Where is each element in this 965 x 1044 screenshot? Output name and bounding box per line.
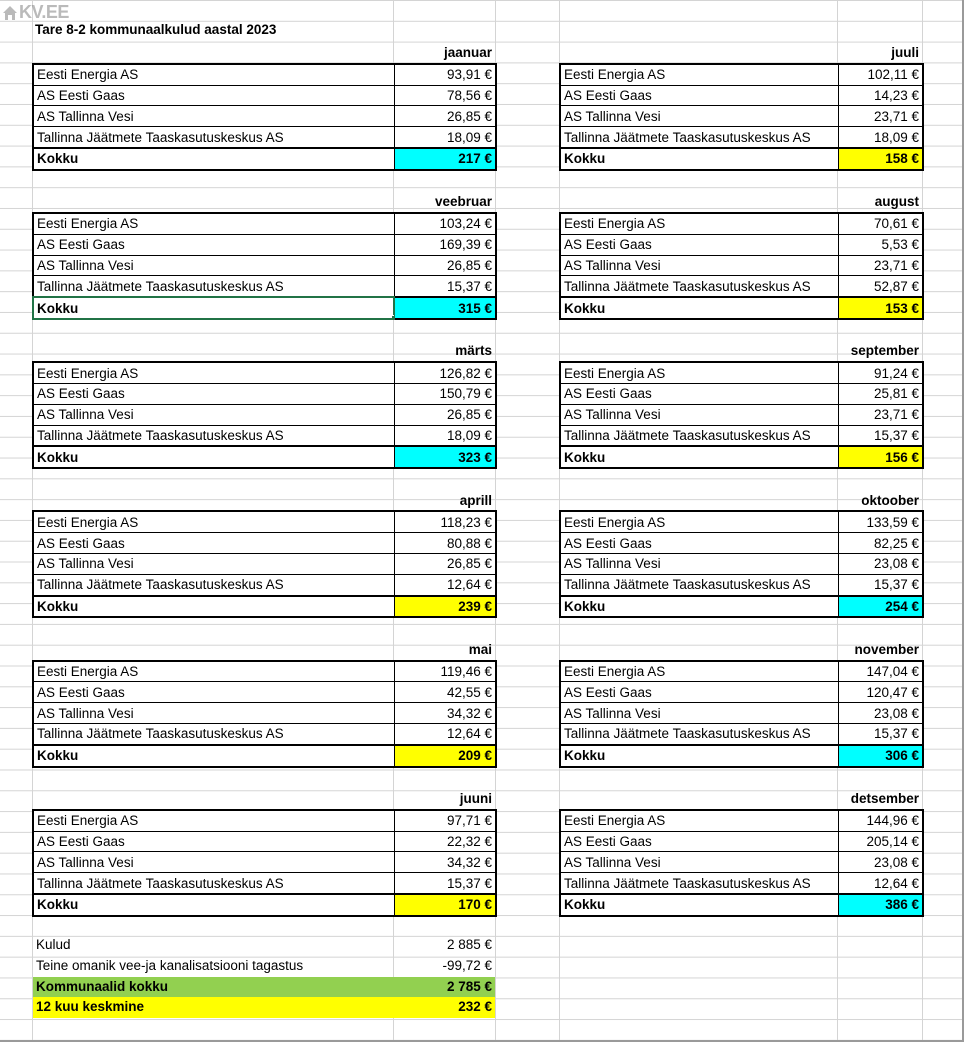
amount-cell[interactable]: 150,79 €: [394, 383, 496, 404]
table-row: [560, 64, 923, 85]
provider-cell[interactable]: Tallinna Jäätmete Taaskasutuskeskus AS: [560, 425, 838, 446]
amount-cell[interactable]: 23,71 €: [838, 404, 923, 425]
summary-row: [33, 935, 495, 956]
provider-cell[interactable]: AS Eesti Gaas: [560, 234, 838, 255]
month-header-jaanuar: jaanuar: [443, 45, 492, 60]
total-row: [33, 446, 496, 468]
summary-value[interactable]: 2 885 €: [446, 937, 492, 952]
provider-cell[interactable]: AS Tallinna Vesi: [560, 852, 838, 873]
total-label-cell[interactable]: Kokku: [33, 297, 394, 319]
total-row: [33, 596, 496, 618]
amount-cell[interactable]: 18,09 €: [394, 127, 496, 148]
total-row: [33, 148, 496, 170]
watermark-text: KV.EE: [19, 2, 69, 22]
bill-table-detsember: [559, 809, 924, 917]
provider-cell[interactable]: Tallinna Jäätmete Taaskasutuskeskus AS: [33, 574, 394, 595]
amount-cell[interactable]: 103,24 €: [394, 213, 496, 234]
table-row: [33, 661, 496, 682]
amount-cell[interactable]: 18,09 €: [838, 127, 923, 148]
provider-cell[interactable]: Tallinna Jäätmete Taaskasutuskeskus AS: [560, 574, 838, 595]
summary-label[interactable]: Kommunaalid kokku: [36, 978, 169, 994]
table-row: [560, 831, 923, 852]
total-row: [560, 446, 923, 468]
table-row: [560, 425, 923, 446]
provider-cell[interactable]: Eesti Energia AS: [560, 810, 838, 831]
bill-table-mai: [32, 660, 497, 768]
amount-cell[interactable]: 147,04 €: [838, 661, 923, 682]
bill-table-september: [559, 361, 924, 469]
amount-cell[interactable]: 93,91 €: [394, 64, 496, 85]
table-row: [33, 574, 496, 595]
total-label-cell[interactable]: Kokku: [560, 148, 838, 170]
provider-cell[interactable]: Eesti Energia AS: [33, 810, 394, 831]
table-row: [33, 682, 496, 703]
total-label-cell[interactable]: Kokku: [560, 297, 838, 319]
table-row: [560, 213, 923, 234]
bill-table-jaanuar: [32, 63, 497, 171]
total-amount-cell[interactable]: 209 €: [394, 745, 496, 767]
provider-cell[interactable]: Eesti Energia AS: [560, 64, 838, 85]
provider-cell[interactable]: AS Tallinna Vesi: [33, 404, 394, 425]
bill-table-aprill: [32, 510, 497, 618]
provider-cell[interactable]: AS Eesti Gaas: [33, 533, 394, 554]
table-row: [33, 810, 496, 831]
amount-cell[interactable]: 91,24 €: [838, 362, 923, 383]
amount-cell[interactable]: 80,88 €: [394, 533, 496, 554]
amount-cell[interactable]: 23,08 €: [838, 852, 923, 873]
provider-cell[interactable]: AS Eesti Gaas: [560, 533, 838, 554]
provider-cell[interactable]: AS Eesti Gaas: [560, 831, 838, 852]
amount-cell[interactable]: 34,32 €: [394, 852, 496, 873]
summary-label[interactable]: Teine omanik vee-ja kanalisatsiooni tagastus: [36, 957, 304, 973]
amount-cell[interactable]: 126,82 €: [394, 362, 496, 383]
provider-cell[interactable]: Eesti Energia AS: [33, 213, 394, 234]
table-row: [33, 106, 496, 127]
bill-table-oktoober: [559, 510, 924, 618]
provider-cell[interactable]: AS Tallinna Vesi: [33, 703, 394, 724]
total-amount-cell[interactable]: 239 €: [394, 596, 496, 618]
total-amount-cell[interactable]: 170 €: [394, 894, 496, 916]
summary-label[interactable]: Kulud: [36, 937, 71, 952]
table-row: [560, 127, 923, 148]
table-row: [33, 723, 496, 744]
provider-cell[interactable]: AS Tallinna Vesi: [33, 553, 394, 574]
provider-cell[interactable]: AS Tallinna Vesi: [560, 106, 838, 127]
table-row: [560, 106, 923, 127]
provider-cell[interactable]: AS Tallinna Vesi: [33, 255, 394, 276]
amount-cell[interactable]: 42,55 €: [394, 682, 496, 703]
total-label-cell[interactable]: Kokku: [33, 894, 394, 916]
month-header-märts: märts: [455, 343, 492, 359]
provider-cell[interactable]: AS Tallinna Vesi: [560, 553, 838, 574]
summary-label[interactable]: 12 kuu keskmine: [36, 999, 145, 1015]
sheet-title: Tare 8-2 kommunaalkulud aastal 2023: [35, 22, 277, 37]
table-row: [33, 852, 496, 873]
bill-table-august: [559, 212, 924, 320]
total-row: [33, 894, 496, 916]
amount-cell[interactable]: 12,64 €: [394, 574, 496, 595]
provider-cell[interactable]: Tallinna Jäätmete Taaskasutuskeskus AS: [33, 873, 394, 894]
bill-table-november: [559, 660, 924, 768]
table-row: [560, 533, 923, 554]
table-row: [33, 703, 496, 724]
table-row: [560, 276, 923, 297]
amount-cell[interactable]: 82,25 €: [838, 533, 923, 554]
month-header-mai: mai: [468, 641, 492, 657]
amount-cell[interactable]: 169,39 €: [394, 234, 496, 255]
table-row: [33, 425, 496, 446]
summary-value[interactable]: 2 785 €: [446, 978, 492, 994]
amount-cell[interactable]: 102,11 €: [838, 64, 923, 85]
amount-cell[interactable]: 119,46 €: [394, 661, 496, 682]
amount-cell[interactable]: 15,37 €: [838, 574, 923, 595]
table-row: [560, 574, 923, 595]
provider-cell[interactable]: Tallinna Jäätmete Taaskasutuskeskus AS: [33, 127, 394, 148]
amount-cell[interactable]: 15,37 €: [394, 873, 496, 894]
table-row: [33, 533, 496, 554]
table-row: [560, 852, 923, 873]
provider-cell[interactable]: AS Eesti Gaas: [33, 831, 394, 852]
amount-cell[interactable]: 26,85 €: [394, 255, 496, 276]
amount-cell[interactable]: 23,71 €: [838, 106, 923, 127]
amount-cell[interactable]: 25,81 €: [838, 383, 923, 404]
provider-cell[interactable]: Tallinna Jäätmete Taaskasutuskeskus AS: [33, 723, 394, 744]
summary-value[interactable]: -99,72 €: [442, 957, 492, 973]
amount-cell[interactable]: 12,64 €: [394, 723, 496, 744]
amount-cell[interactable]: 23,71 €: [838, 255, 923, 276]
month-header-september: september: [850, 343, 919, 359]
amount-cell[interactable]: 23,08 €: [838, 703, 923, 724]
table-row: [33, 127, 496, 148]
provider-cell[interactable]: Tallinna Jäätmete Taaskasutuskeskus AS: [560, 873, 838, 894]
table-row: [33, 276, 496, 297]
table-row: [560, 404, 923, 425]
total-label-cell[interactable]: Kokku: [33, 596, 394, 618]
provider-cell[interactable]: Tallinna Jäätmete Taaskasutuskeskus AS: [560, 723, 838, 744]
table-row: [33, 873, 496, 894]
provider-cell[interactable]: Tallinna Jäätmete Taaskasutuskeskus AS: [560, 127, 838, 148]
table-row: [33, 404, 496, 425]
table-row: [560, 553, 923, 574]
total-row: [560, 148, 923, 170]
total-amount-cell[interactable]: 254 €: [838, 596, 923, 618]
table-row: [33, 831, 496, 852]
provider-cell[interactable]: AS Eesti Gaas: [560, 85, 838, 106]
total-label-cell[interactable]: Kokku: [560, 894, 838, 916]
amount-cell[interactable]: 15,37 €: [838, 425, 923, 446]
amount-cell[interactable]: 34,32 €: [394, 703, 496, 724]
summary-row: [33, 997, 495, 1018]
table-row: [560, 511, 923, 532]
table-row: [560, 661, 923, 682]
provider-cell[interactable]: Eesti Energia AS: [560, 511, 838, 532]
provider-cell[interactable]: Eesti Energia AS: [560, 362, 838, 383]
amount-cell[interactable]: 26,85 €: [394, 553, 496, 574]
month-header-aprill: aprill: [459, 492, 492, 508]
total-amount-cell[interactable]: 153 €: [838, 297, 923, 319]
amount-cell[interactable]: 15,37 €: [394, 276, 496, 297]
bill-table-juuni: [32, 809, 497, 917]
table-row: [560, 85, 923, 106]
provider-cell[interactable]: AS Tallinna Vesi: [33, 852, 394, 873]
month-header-juuni: juuni: [459, 791, 492, 806]
total-row: [560, 297, 923, 319]
table-row: [560, 873, 923, 894]
table-row: [560, 723, 923, 744]
amount-cell[interactable]: 205,14 €: [838, 831, 923, 852]
table-row: [33, 255, 496, 276]
summary-row: [33, 977, 495, 998]
table-row: [33, 511, 496, 532]
table-row: [560, 810, 923, 831]
provider-cell[interactable]: AS Tallinna Vesi: [33, 106, 394, 127]
total-label-cell[interactable]: Kokku: [560, 745, 838, 767]
total-amount-cell[interactable]: 158 €: [838, 148, 923, 170]
provider-cell[interactable]: Tallinna Jäätmete Taaskasutuskeskus AS: [560, 276, 838, 297]
month-header-detsember: detsember: [850, 791, 919, 806]
total-row: [560, 894, 923, 916]
amount-cell[interactable]: 70,61 €: [838, 213, 923, 234]
total-amount-cell[interactable]: 386 €: [838, 894, 923, 916]
provider-cell[interactable]: AS Eesti Gaas: [33, 85, 394, 106]
amount-cell[interactable]: 78,56 €: [394, 85, 496, 106]
month-header-veebruar: veebruar: [434, 194, 492, 210]
total-amount-cell[interactable]: 323 €: [394, 446, 496, 468]
total-label-cell[interactable]: Kokku: [560, 446, 838, 468]
total-amount-cell[interactable]: 217 €: [394, 148, 496, 170]
provider-cell[interactable]: Eesti Energia AS: [33, 64, 394, 85]
table-row: [560, 703, 923, 724]
amount-cell[interactable]: 133,59 €: [838, 511, 923, 532]
amount-cell[interactable]: 18,09 €: [394, 425, 496, 446]
total-amount-cell[interactable]: 306 €: [838, 745, 923, 767]
amount-cell[interactable]: 12,64 €: [838, 873, 923, 894]
total-label-cell[interactable]: Kokku: [33, 148, 394, 170]
amount-cell[interactable]: 22,32 €: [394, 831, 496, 852]
bill-table-märts: [32, 361, 497, 469]
amount-cell[interactable]: 23,08 €: [838, 553, 923, 574]
total-label-cell[interactable]: Kokku: [560, 596, 838, 618]
table-row: [33, 234, 496, 255]
table-row: [560, 234, 923, 255]
amount-cell[interactable]: 52,87 €: [838, 276, 923, 297]
provider-cell[interactable]: AS Eesti Gaas: [33, 682, 394, 703]
table-row: [33, 64, 496, 85]
table-row: [33, 362, 496, 383]
house-icon: [2, 5, 18, 21]
month-header-august: august: [874, 194, 919, 210]
amount-cell[interactable]: 26,85 €: [394, 106, 496, 127]
amount-cell[interactable]: 14,23 €: [838, 85, 923, 106]
bill-table-veebruar: [32, 212, 497, 320]
amount-cell[interactable]: 120,47 €: [838, 682, 923, 703]
amount-cell[interactable]: 97,71 €: [394, 810, 496, 831]
amount-cell[interactable]: 5,53 €: [838, 234, 923, 255]
total-label-cell[interactable]: Kokku: [33, 446, 394, 468]
provider-cell[interactable]: AS Tallinna Vesi: [560, 703, 838, 724]
total-amount-cell[interactable]: 315 €: [394, 297, 496, 319]
provider-cell[interactable]: Eesti Energia AS: [33, 362, 394, 383]
watermark-logo: [2, 2, 69, 23]
table-row: [560, 383, 923, 404]
total-row: [560, 596, 923, 618]
provider-cell[interactable]: Eesti Energia AS: [33, 511, 394, 532]
amount-cell[interactable]: 15,37 €: [838, 723, 923, 744]
amount-cell[interactable]: 26,85 €: [394, 404, 496, 425]
provider-cell[interactable]: AS Eesti Gaas: [33, 383, 394, 404]
summary-row: [33, 956, 495, 977]
summary-section: [33, 935, 495, 1018]
provider-cell[interactable]: Eesti Energia AS: [560, 661, 838, 682]
bill-table-juuli: [559, 63, 924, 171]
month-header-november: november: [854, 641, 919, 657]
summary-value[interactable]: 232 €: [458, 999, 492, 1015]
provider-cell[interactable]: Tallinna Jäätmete Taaskasutuskeskus AS: [33, 425, 394, 446]
provider-cell[interactable]: Eesti Energia AS: [33, 661, 394, 682]
table-row: [33, 213, 496, 234]
amount-cell[interactable]: 118,23 €: [394, 511, 496, 532]
total-row: [33, 745, 496, 767]
table-row: [560, 255, 923, 276]
provider-cell[interactable]: Eesti Energia AS: [560, 213, 838, 234]
provider-cell[interactable]: AS Eesti Gaas: [560, 682, 838, 703]
table-row: [33, 383, 496, 404]
total-label-cell[interactable]: Kokku: [33, 745, 394, 767]
provider-cell[interactable]: AS Eesti Gaas: [560, 383, 838, 404]
table-row: [33, 85, 496, 106]
total-row: [560, 745, 923, 767]
table-row: [560, 362, 923, 383]
total-amount-cell[interactable]: 156 €: [838, 446, 923, 468]
month-header-juuli: juuli: [891, 45, 919, 60]
table-row: [560, 682, 923, 703]
month-header-oktoober: oktoober: [861, 492, 919, 508]
provider-cell[interactable]: AS Eesti Gaas: [33, 234, 394, 255]
provider-cell[interactable]: AS Tallinna Vesi: [560, 255, 838, 276]
table-row: [33, 553, 496, 574]
total-row: [33, 297, 496, 319]
amount-cell[interactable]: 144,96 €: [838, 810, 923, 831]
provider-cell[interactable]: Tallinna Jäätmete Taaskasutuskeskus AS: [33, 276, 394, 297]
provider-cell[interactable]: AS Tallinna Vesi: [560, 404, 838, 425]
